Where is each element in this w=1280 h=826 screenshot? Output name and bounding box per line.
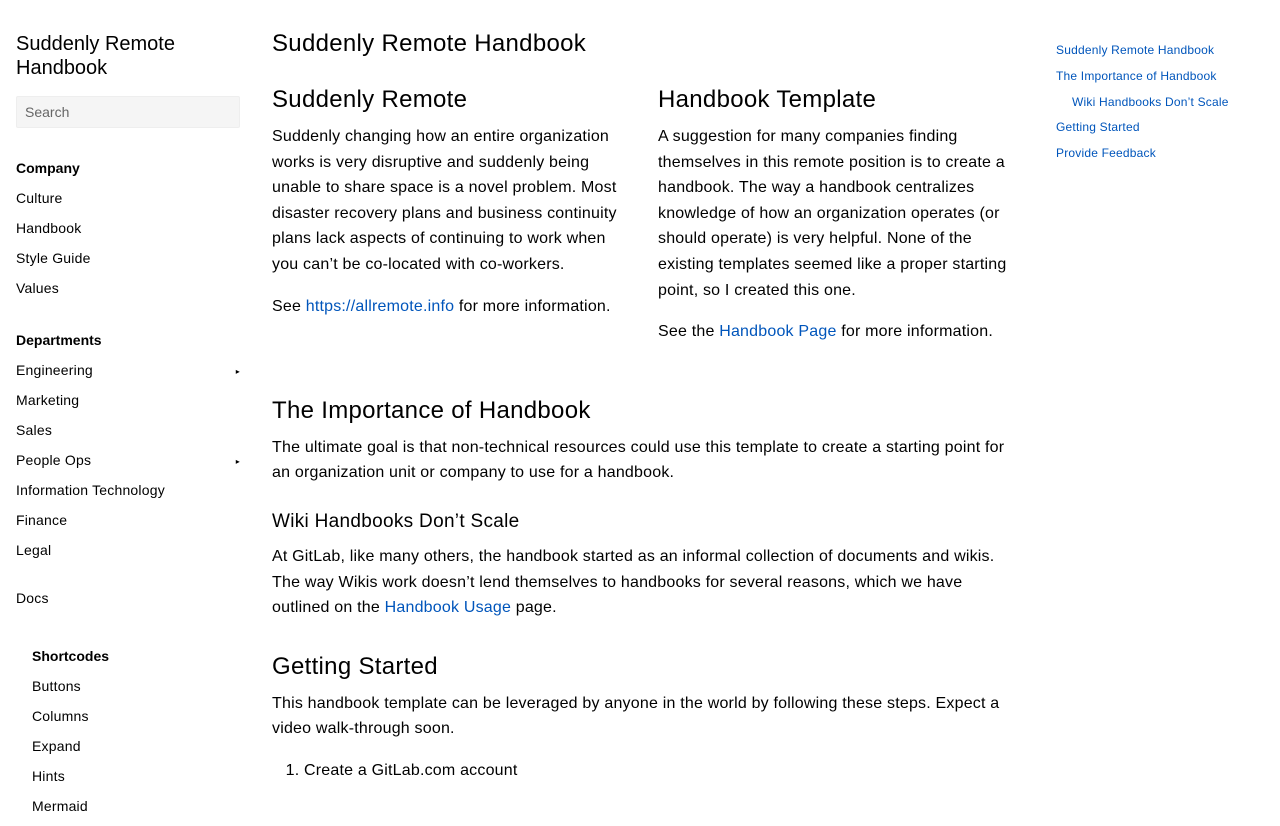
nav-item-people-ops[interactable] (16, 450, 240, 480)
toc-link-provide-feedback[interactable]: Provide Feedback (1056, 146, 1156, 161)
heading-importance: The Importance of Handbook (272, 396, 591, 424)
nav-item-buttons[interactable] (32, 676, 240, 706)
list-item: 1. Create a GitLab.com account (304, 758, 1012, 784)
section-importance (272, 395, 1012, 621)
paragraph-wiki-handbooks (272, 544, 1012, 621)
nav-item-expand[interactable] (32, 736, 240, 766)
text-wiki-prefix: At GitLab, like many others, the handbook started as an informal collection of documents and wikis. The way Wikis work doesn’t lend themselves to handbooks for several reasons, which we have outlined on the (272, 547, 995, 617)
nav-item-handbook[interactable] (16, 218, 240, 248)
site-title[interactable]: Suddenly Remote Handbook (16, 33, 175, 79)
sidebar-nav (16, 32, 240, 826)
nav-section-company (16, 158, 240, 308)
text-see-suffix: for more information. (836, 323, 994, 341)
nav-item-label: Buttons (32, 678, 81, 694)
nav-item-hints[interactable] (32, 766, 240, 796)
nav-item-label: Culture (16, 190, 63, 206)
main-content (272, 28, 1012, 784)
nav-item-marketing[interactable] (16, 390, 240, 420)
nav-item-sales[interactable] (16, 420, 240, 450)
nav-item-label: Finance (16, 512, 68, 528)
column-left (272, 84, 626, 345)
paragraph-handbook-template: A suggestion for many companies finding themselves in this remote position is to create a handbook. The way a handbook centralizes knowledge of how an organization operates (or should operate) is very helpful. None of the existing templates seemed like a proper starting point, so I created this one. (658, 128, 1007, 299)
allremote-link[interactable]: https://allremote.info (305, 297, 455, 315)
nav-item-label: Information Technology (16, 482, 165, 498)
nav-item-label: Handbook (16, 220, 82, 236)
toc-link-suddenly-remote-handbook[interactable]: Suddenly Remote Handbook (1056, 43, 1215, 57)
handbook-page-link[interactable]: Handbook Page (719, 323, 837, 341)
table-of-contents (1056, 40, 1266, 169)
paragraph-see-handbook-page (658, 319, 1012, 345)
nav-item-label: Sales (16, 422, 53, 438)
paragraph-importance: The ultimate goal is that non-technical resources could use this template to create a starting point for an organization unit or company to use for a handbook. (272, 438, 1005, 482)
nav-item-label: Mermaid (32, 798, 88, 814)
heading-wiki-handbooks: Wiki Handbooks Don’t Scale (272, 510, 520, 532)
text-wiki-suffix: page. (511, 599, 557, 617)
nav-item-docs[interactable] (16, 588, 240, 618)
toc-link-importance-of-handbook[interactable]: The Importance of Handbook (1056, 68, 1217, 83)
nav-item-legal[interactable] (16, 540, 240, 570)
text-see-suffix: for more information. (454, 297, 611, 315)
nav-item-engineering[interactable] (16, 360, 240, 390)
column-right (658, 84, 1012, 345)
nav-item-label: People Ops (16, 452, 92, 468)
two-column-block (272, 84, 1012, 345)
nav-item-label: Style Guide (16, 250, 91, 266)
page-title: Suddenly Remote Handbook (272, 30, 587, 57)
nav-item-style-guide[interactable] (16, 248, 240, 278)
heading-getting-started: Getting Started (272, 652, 438, 680)
text-see-prefix: See (272, 297, 306, 315)
nav-item-label: Values (16, 280, 59, 296)
nav-item-label: Legal (16, 542, 52, 558)
handbook-usage-link[interactable]: Handbook Usage (384, 599, 512, 617)
search-input[interactable] (16, 96, 240, 128)
section-getting-started (272, 651, 1012, 784)
nav-item-culture[interactable] (16, 188, 240, 218)
nav-item-mermaid[interactable] (32, 796, 240, 826)
nav-heading-departments: Departments (16, 332, 102, 348)
nav-item-finance[interactable] (16, 510, 240, 540)
text-see-prefix: See the (658, 323, 720, 341)
nav-item-label: Hints (32, 768, 65, 784)
toc-link-getting-started[interactable]: Getting Started (1056, 120, 1140, 135)
nav-section-departments (16, 330, 240, 570)
nav-item-label: Columns (32, 708, 89, 724)
nav-item-label: Marketing (16, 392, 80, 408)
nav-item-information-technology[interactable] (16, 480, 240, 510)
expand-caret-icon[interactable]: ▸ (235, 367, 240, 376)
heading-suddenly-remote: Suddenly Remote (272, 86, 468, 113)
nav-heading-shortcodes[interactable]: Shortcodes (32, 648, 110, 664)
heading-handbook-template: Handbook Template (658, 86, 877, 113)
paragraph-getting-started: This handbook template can be leveraged by anyone in the world by following these steps. Expect a video walk-through soon. (272, 694, 1000, 738)
nav-item-columns[interactable] (32, 706, 240, 736)
nav-item-label: Engineering (16, 362, 93, 378)
nav-section-shortcodes (16, 646, 240, 826)
nav-item-label: Docs (16, 590, 49, 606)
steps-list (272, 758, 1012, 784)
nav-item-values[interactable] (16, 278, 240, 308)
paragraph-suddenly-remote: Suddenly changing how an entire organization works is very disruptive and suddenly being unable to share space is a novel problem. Most disaster recovery plans and business continuity plans lack aspects of continuing to work when you can’t be co-located with co-workers. (272, 128, 617, 273)
paragraph-see-allremote (272, 294, 626, 320)
toc-link-wiki-handbooks[interactable]: Wiki Handbooks Don’t Scale (1072, 94, 1229, 109)
expand-caret-icon[interactable]: ▸ (235, 457, 240, 466)
nav-item-label: Expand (32, 738, 81, 754)
nav-heading-company: Company (16, 160, 80, 176)
